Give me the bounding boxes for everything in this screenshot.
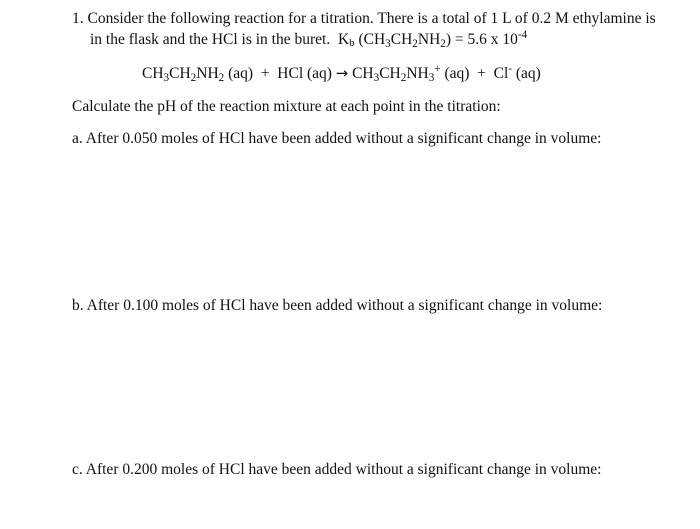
kb-sub-2a: 2 [412, 37, 418, 50]
reactant-state: (aq) + HCl (aq) [224, 65, 336, 82]
reaction-equation [142, 64, 541, 83]
reactant-sub-2b: 2 [218, 71, 225, 84]
part-c-prompt: c. After 0.200 moles of HCl have been added without a significant change in volume: [72, 461, 602, 478]
product-ch3: CH [348, 65, 374, 82]
kb-formula-nh: NH [417, 31, 441, 48]
product-nh3: NH [406, 65, 429, 82]
question-line-1 [72, 9, 656, 28]
kb-formula-open: (CH [358, 31, 386, 48]
reaction-arrow-icon: → [335, 65, 349, 82]
reactant-nh2: NH [196, 65, 219, 82]
question-text-line-1: Consider the following reaction for a titration. There is a total of 1 L of 0.2 M ethylamine is [87, 10, 656, 27]
reactant-sub-3: 3 [163, 71, 170, 84]
kb-subscript: b [349, 37, 355, 50]
kb-formula-ch: CH [390, 31, 413, 48]
product-ch2: CH [379, 65, 401, 82]
kb-sub-3: 3 [385, 37, 391, 50]
reactant-ch3: CH [142, 65, 164, 82]
kb-formula-end: ) = 5.6 x 10 [445, 31, 518, 48]
kb-symbol: K [337, 31, 350, 48]
product-plus-charge: + [434, 62, 441, 75]
question-text-line-2: in the flask and the HCl is in the buret. [90, 31, 331, 48]
question-number: 1. [72, 10, 84, 27]
product-sub-3a: 3 [373, 71, 380, 84]
reactant-ch2: CH [169, 65, 191, 82]
reactant-sub-2a: 2 [190, 71, 197, 84]
chloride-minus-charge: - [508, 62, 513, 75]
question-line-2 [90, 30, 527, 51]
chloride-state: (aq) [512, 65, 541, 82]
product-sub-3b: 3 [428, 71, 435, 84]
product-state: (aq) + Cl [440, 65, 509, 82]
product-sub-2: 2 [400, 71, 407, 84]
instruction-text: Calculate the pH of the reaction mixture at each point in the titration: [72, 98, 501, 115]
kb-sub-2b: 2 [440, 37, 446, 50]
part-a-prompt: a. After 0.050 moles of HCl have been added without a significant change in volume: [72, 130, 602, 147]
part-b-prompt: b. After 0.100 moles of HCl have been added without a significant change in volume: [72, 297, 603, 314]
kb-exponent: -4 [517, 28, 528, 41]
